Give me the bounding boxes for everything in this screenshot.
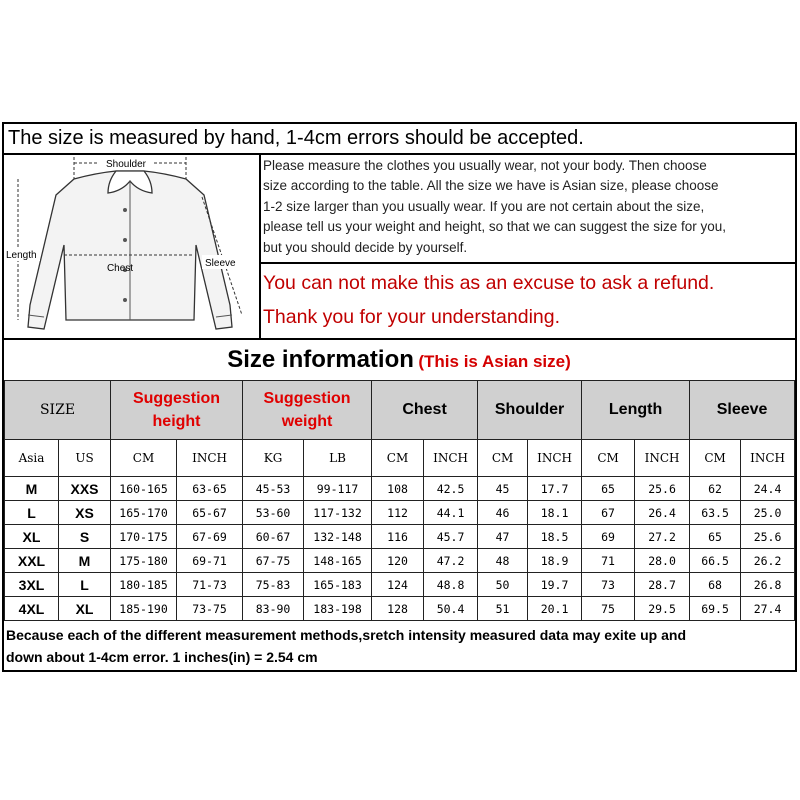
measurement-cell: 42.5	[424, 477, 478, 501]
measurement-cell: 26.4	[635, 501, 690, 525]
measurement-cell: 65	[690, 525, 741, 549]
measurement-cell: 160-165	[111, 477, 177, 501]
measuring-instructions	[263, 156, 793, 258]
table-row	[5, 549, 795, 573]
asia-size-cell: M	[5, 477, 59, 501]
measurement-cell: 45-53	[243, 477, 304, 501]
measurement-cell: 63-65	[177, 477, 243, 501]
measurement-cell: 185-190	[111, 597, 177, 621]
table-group-header-row	[5, 381, 795, 440]
measurement-cell: 51	[478, 597, 528, 621]
measurement-cell: 73	[582, 573, 635, 597]
table-row	[5, 573, 795, 597]
measurement-cell: 69.5	[690, 597, 741, 621]
measurement-cell: 165-170	[111, 501, 177, 525]
chest-label: Chest	[106, 263, 134, 274]
measurement-cell: 60-67	[243, 525, 304, 549]
measurement-cell: 75-83	[243, 573, 304, 597]
divider	[259, 153, 261, 338]
unit-header-cell: Asia	[5, 440, 59, 477]
us-size-cell: XS	[59, 501, 111, 525]
divider	[261, 262, 796, 264]
measurement-cell: 120	[372, 549, 424, 573]
measurement-cell: 69-71	[177, 549, 243, 573]
measurement-cell: 99-117	[304, 477, 372, 501]
measurement-cell: 71	[582, 549, 635, 573]
measurement-cell: 19.7	[528, 573, 582, 597]
sleeve-header: Sleeve	[690, 381, 795, 440]
asian-size-note: (This is Asian size)	[418, 352, 571, 371]
measurement-cell: 47.2	[424, 549, 478, 573]
measurement-cell: 132-148	[304, 525, 372, 549]
unit-header-cell: CM	[372, 440, 424, 477]
measurement-cell: 27.2	[635, 525, 690, 549]
measurement-cell: 53-60	[243, 501, 304, 525]
chest-header: Chest	[372, 381, 478, 440]
asia-size-cell: XXL	[5, 549, 59, 573]
refund-warning: You can not make this as an excuse to ask a refund.	[263, 272, 715, 294]
measurement-cell: 128	[372, 597, 424, 621]
measurement-cell: 28.7	[635, 573, 690, 597]
table-unit-header-row	[5, 440, 795, 477]
unit-header-cell: LB	[304, 440, 372, 477]
measurement-cell: 67-69	[177, 525, 243, 549]
measurement-cell: 75	[582, 597, 635, 621]
asia-size-cell: L	[5, 501, 59, 525]
length-header: Length	[582, 381, 690, 440]
table-row	[5, 597, 795, 621]
instruction-line: Please measure the clothes you usually wear, not your body. Then choose	[263, 158, 707, 173]
error-disclaimer	[6, 624, 791, 668]
measurement-cell: 68	[690, 573, 741, 597]
measurement-cell: 47	[478, 525, 528, 549]
measurement-cell: 48.8	[424, 573, 478, 597]
thanks-note: Thank you for your understanding.	[263, 306, 561, 328]
measurement-banner: The size is measured by hand, 1-4cm errors should be accepted.	[8, 127, 584, 149]
unit-header-cell: CM	[690, 440, 741, 477]
unit-header-cell: US	[59, 440, 111, 477]
unit-header-cell: CM	[111, 440, 177, 477]
measurement-cell: 83-90	[243, 597, 304, 621]
us-size-cell: S	[59, 525, 111, 549]
unit-header-cell: CM	[582, 440, 635, 477]
asia-size-cell: XL	[5, 525, 59, 549]
measurement-cell: 69	[582, 525, 635, 549]
measurement-cell: 44.1	[424, 501, 478, 525]
measurement-cell: 62	[690, 477, 741, 501]
unit-header-cell: INCH	[177, 440, 243, 477]
measurement-cell: 67	[582, 501, 635, 525]
measurement-cell: 26.2	[741, 549, 795, 573]
us-size-cell: XL	[59, 597, 111, 621]
disclaimer-line: down about 1-4cm error. 1 inches(in) = 2.54 cm	[6, 649, 318, 665]
measurement-cell: 26.8	[741, 573, 795, 597]
size-table	[4, 380, 795, 621]
unit-header-cell: INCH	[424, 440, 478, 477]
measurement-cell: 25.6	[741, 525, 795, 549]
measurement-cell: 48	[478, 549, 528, 573]
table-row	[5, 477, 795, 501]
measurement-cell: 183-198	[304, 597, 372, 621]
measurement-cell: 25.0	[741, 501, 795, 525]
table-row	[5, 525, 795, 549]
measurement-cell: 63.5	[690, 501, 741, 525]
shoulder-label: Shoulder	[105, 159, 147, 170]
measurement-cell: 50	[478, 573, 528, 597]
measurement-cell: 20.1	[528, 597, 582, 621]
shirt-diagram	[4, 155, 259, 338]
measurement-cell: 45	[478, 477, 528, 501]
measurement-cell: 108	[372, 477, 424, 501]
measurement-cell: 50.4	[424, 597, 478, 621]
unit-header-cell: INCH	[635, 440, 690, 477]
measurement-cell: 66.5	[690, 549, 741, 573]
asia-size-cell: 3XL	[5, 573, 59, 597]
instruction-line: 1-2 size larger than you usually wear. If you are not certain about the size,	[263, 198, 705, 214]
measurement-cell: 124	[372, 573, 424, 597]
disclaimer-line: Because each of the different measurement methods,sretch intensity measured data may exite up and	[6, 627, 686, 643]
size-info-heading: Size information	[227, 346, 414, 373]
size-header: SIZE	[5, 381, 111, 440]
us-size-cell: M	[59, 549, 111, 573]
measurement-cell: 175-180	[111, 549, 177, 573]
measurement-cell: 117-132	[304, 501, 372, 525]
measurement-cell: 165-183	[304, 573, 372, 597]
measurement-cell: 28.0	[635, 549, 690, 573]
measurement-cell: 116	[372, 525, 424, 549]
shirt-icon	[4, 155, 259, 338]
table-row	[5, 501, 795, 525]
measurement-cell: 24.4	[741, 477, 795, 501]
instruction-line: but you should decide by yourself.	[263, 239, 468, 255]
weight-header: Suggestion weight	[243, 381, 372, 440]
asia-size-cell: 4XL	[5, 597, 59, 621]
unit-header-cell: INCH	[741, 440, 795, 477]
measurement-cell: 65	[582, 477, 635, 501]
measurement-cell: 112	[372, 501, 424, 525]
measurement-cell: 65-67	[177, 501, 243, 525]
measurement-cell: 18.5	[528, 525, 582, 549]
measurement-cell: 17.7	[528, 477, 582, 501]
size-info-title	[4, 340, 794, 380]
measurement-cell: 29.5	[635, 597, 690, 621]
measurement-cell: 18.9	[528, 549, 582, 573]
measurement-cell: 148-165	[304, 549, 372, 573]
unit-header-cell: CM	[478, 440, 528, 477]
measurement-cell: 46	[478, 501, 528, 525]
measurement-cell: 67-75	[243, 549, 304, 573]
measurement-cell: 18.1	[528, 501, 582, 525]
measurement-cell: 25.6	[635, 477, 690, 501]
us-size-cell: L	[59, 573, 111, 597]
height-header: Suggestion height	[111, 381, 243, 440]
measurement-cell: 170-175	[111, 525, 177, 549]
unit-header-cell: INCH	[528, 440, 582, 477]
measurement-cell: 180-185	[111, 573, 177, 597]
instruction-line: size according to the table. All the size we have is Asian size, please choose	[263, 178, 719, 194]
measurement-cell: 27.4	[741, 597, 795, 621]
instruction-line: please tell us your weight and height, so that we can suggest the size for you,	[263, 219, 727, 235]
shoulder-header: Shoulder	[478, 381, 582, 440]
length-label: Length	[6, 250, 37, 261]
measurement-cell: 45.7	[424, 525, 478, 549]
measurement-cell: 73-75	[177, 597, 243, 621]
sleeve-label: Sleeve	[205, 258, 236, 269]
us-size-cell: XXS	[59, 477, 111, 501]
measurement-cell: 71-73	[177, 573, 243, 597]
unit-header-cell: KG	[243, 440, 304, 477]
